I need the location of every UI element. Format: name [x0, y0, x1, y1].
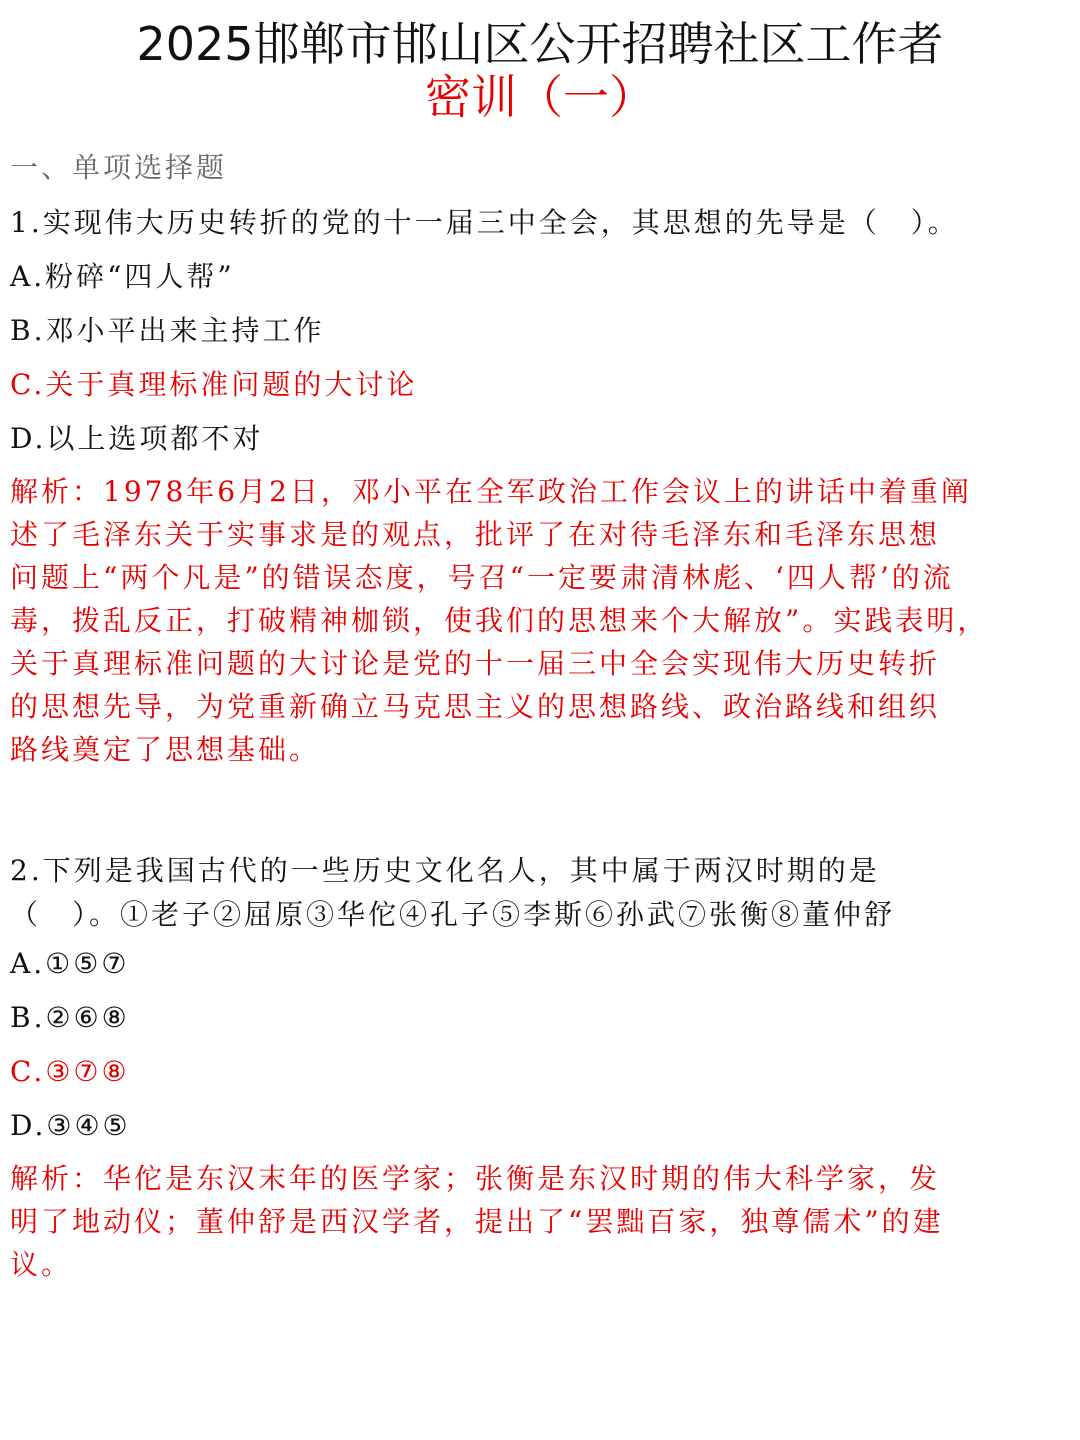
option-c-correct: C.③⑦⑧	[10, 1055, 130, 1088]
analysis	[10, 470, 1078, 771]
analysis-line: 路线奠定了思想基础。	[10, 733, 321, 766]
option-c-correct: C.关于真理标准问题的大讨论	[10, 368, 418, 401]
option-d: D.以上选项都不对	[10, 422, 264, 455]
analysis-line: 解析：华佗是东汉末年的医学家；张衡是东汉时期的伟大科学家，发	[10, 1162, 941, 1195]
analysis-line: 明了地动仪；董仲舒是西汉学者，提出了“罢黜百家，独尊儒术”的建	[10, 1205, 944, 1238]
section-heading: 一、单项选择题	[10, 151, 228, 184]
question-2	[10, 849, 1078, 1286]
option-d: D.③④⑤	[10, 1109, 131, 1142]
analysis-line: 述了毛泽东关于实事求是的观点，批评了在对待毛泽东和毛泽东思想	[10, 518, 941, 551]
question-stem-continued: （ ）。①老子②屈原③华佗④孔子⑤李斯⑥孙武⑦张衡⑧董仲舒	[10, 898, 896, 931]
option-a: A.粉碎“四人帮”	[10, 260, 235, 293]
analysis-line: 的思想先导，为党重新确立马克思主义的思想路线、政治路线和组织	[10, 690, 941, 723]
question-1	[10, 196, 1078, 771]
question-stem: 2.下列是我国古代的一些历史文化名人，其中属于两汉时期的是	[10, 854, 880, 887]
page-subtitle: 密训（一）	[425, 70, 655, 124]
analysis-line: 解析：1978年6月2日，邓小平在全军政治工作会议上的讲话中着重阐	[10, 475, 972, 508]
option-a: A.①⑤⑦	[10, 947, 130, 980]
spacer	[10, 771, 1078, 849]
analysis-line: 毒，拨乱反正，打破精神枷锁，使我们的思想来个大解放”。实践表明，	[10, 604, 989, 637]
content-body	[10, 140, 1078, 1286]
option-b: B.②⑥⑧	[10, 1001, 130, 1034]
analysis-line: 关于真理标准问题的大讨论是党的十一届三中全会实现伟大历史转折	[10, 647, 941, 680]
analysis	[10, 1157, 1078, 1286]
analysis-line: 问题上“两个凡是”的错误态度，号召“一定要肃清林彪、‘四人帮’的流	[10, 561, 954, 594]
question-stem: 1.实现伟大历史转折的党的十一届三中全会，其思想的先导是（ ）。	[10, 206, 959, 239]
option-b: B.邓小平出来主持工作	[10, 314, 325, 347]
analysis-line: 议。	[10, 1248, 73, 1281]
page-title: 2025邯郸市邯山区公开招聘社区工作者	[136, 17, 944, 71]
